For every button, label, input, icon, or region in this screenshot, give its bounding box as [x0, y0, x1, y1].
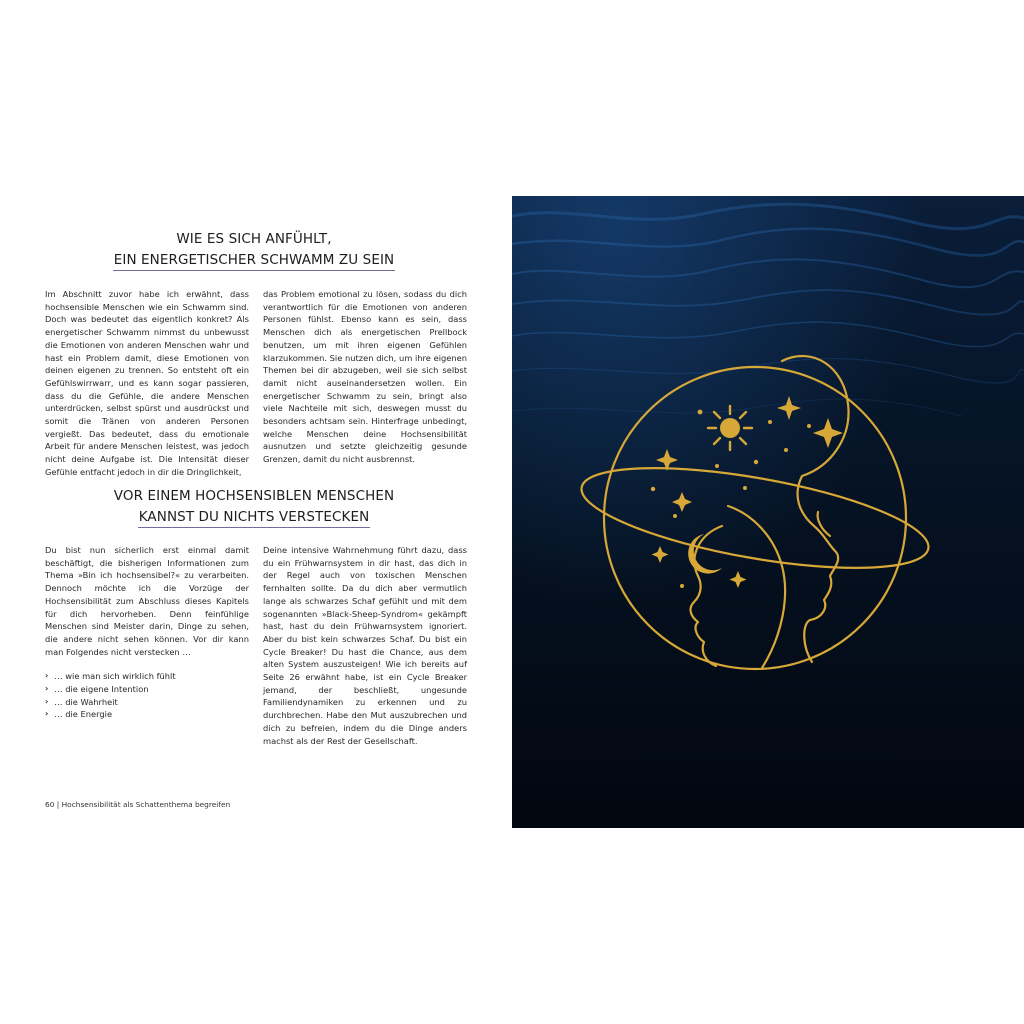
list-item: [45, 670, 249, 683]
list-item: [45, 708, 249, 721]
section-heading-sponge: [40, 229, 468, 271]
chevron-right-icon: ›: [45, 709, 49, 719]
chevron-right-icon: ›: [45, 684, 49, 694]
chevron-right-icon: ›: [45, 671, 49, 681]
list-item-text: … wie man sich wirklich fühlt: [54, 671, 176, 682]
list-item: [45, 696, 249, 709]
text-column-nothing-hidden-left: [45, 544, 249, 721]
illustration-water-photo: [512, 196, 1024, 828]
page-footer: [45, 800, 230, 809]
list-item-text: … die eigene Intention: [54, 684, 149, 695]
footer-separator: |: [56, 800, 60, 809]
list-item: [45, 683, 249, 696]
chevron-right-icon: ›: [45, 696, 49, 706]
chapter-title: Hochsensibilität als Schattenthema begreifen: [61, 800, 231, 809]
bullet-list: [45, 670, 249, 721]
heading-line: VOR EINEM HOCHSENSIBLEN MENSCHEN: [113, 488, 395, 504]
text-column-sponge-right: [263, 288, 467, 466]
list-item-text: … die Wahrheit: [54, 696, 118, 707]
celestial-woman-planet-icon: [512, 196, 1024, 828]
page-number: 60: [45, 800, 55, 809]
paragraph: Du bist nun sicherlich erst einmal damit beschäftigt, die bisherigen Informationen zum Thema »Bin ich hochsensibel?« zu verarbeiten. Dennoch möchte ich die Vorzüge der Hochsensibilität zum Abschluss dieses Kapitels für dich hervorheben. Denn feinfühlige Menschen sind Meister darin, Dinge zu sehen, die andere nicht sehen können. Vor dir kann man Folgendes nicht verstecken …: [45, 545, 249, 657]
paragraph: Deine intensive Wahrnehmung führt dazu, dass du ein Frühwarnsystem in dir hast, das dich in der Regel auch von toxischen Menschen fernhalten sollte. Da du dich aber vermutlich lange als schwarzes Schaf gefühlt und mit dem sogenannten »Black-Sheep-Syndrom« gekämpft hast, hast du dein Frühwarnsystem ignoriert. Aber du bist kein schwarzes Schaf. Du bist ein Cycle Breaker! Du hast die Chance, aus dem alten System auszusteigen! Wie ich bereits auf Seite 26 erwähnt habe, ist ein Cycle Breaker jemand, der beschließt, ungesunde Familiendynamiken zu erkennen und zu durchbrechen. Habe den Mut auszubrechen und dich zu befreien, indem du die Dinge anders machst als der Rest der Gesellschaft.: [263, 545, 467, 746]
heading-line-underlined: EIN ENERGETISCHER SCHWAMM ZU SEIN: [113, 251, 396, 271]
text-column-sponge-left: [45, 288, 249, 479]
paragraph: Im Abschnitt zuvor habe ich erwähnt, dass hochsensible Menschen wie ein Schwamm sind. Doch was bedeutet das eigentlich konkret? Als energetischer Schwamm nimmst du unbewusst die Emotionen von anderen Menschen wahr und hast ein Problem damit, diese Emotionen von deinen eigenen zu trennen. So entsteht oft ein Gefühlswirrwarr, und es kann sogar passieren, dass du die Gefühle, die andere Menschen unterdrücken, selbst spürst und ausdrückst und somit die Tränen von anderen Personen vergießt. Das bedeutet, dass du emotionale Arbeit für andere Menschen leistest, was jedoch nicht deine Aufgabe ist. Die Intensität dieser Gefühle entfacht jedoch in dir die Dringlichkeit,: [45, 289, 249, 477]
list-item-text: … die Energie: [54, 709, 113, 720]
section-heading-nothing-hidden: [40, 486, 468, 528]
heading-line-underlined: KANNST DU NICHTS VERSTECKEN: [138, 508, 371, 528]
heading-line: WIE ES SICH ANFÜHLT,: [176, 231, 332, 247]
sun-icon: [708, 406, 752, 450]
text-column-nothing-hidden-right: [263, 544, 467, 747]
paragraph: das Problem emotional zu lösen, sodass du dich verantwortlich für die Emotionen von anderen Personen fühlst. Ebenso kann es sein, dass Menschen dich als energetischen Prellbock benutzen, um mit ihren eigenen Gefühlen klarzukommen. Sie nutzen dich, um ihre eigenen Themen bei dir abzugeben, weil sie sich selbst damit nicht auseinandersetzen wollen. Ein energetischer Schwamm zu sein, bringt also viele Nachteile mit sich, deswegen musst du besonders achtsam sein. Hinterfrage unbedingt, welche Menschen deine Hochsensibilität ausnutzen und setzte gleichzeitig gesunde Grenzen, damit du nicht ausbrennst.: [263, 289, 467, 465]
